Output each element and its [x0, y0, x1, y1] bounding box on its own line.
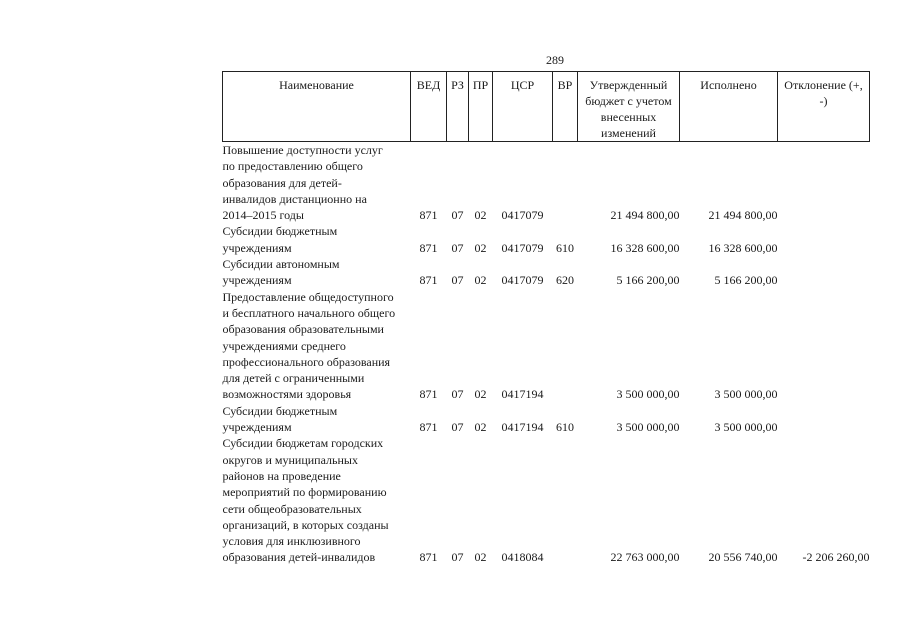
cell-approved: 16 328 600,00 — [610, 240, 680, 255]
cell-ved: 871 — [419, 420, 438, 435]
cell-vr: 610 — [556, 420, 574, 435]
cell-vr — [553, 435, 578, 565]
header-approved: Утвержденный бюджет с учетом внесенных изменений — [578, 72, 680, 142]
header-ved: ВЕД — [411, 72, 447, 142]
row-name-line: по предоставлению общего — [222, 159, 363, 174]
cell-rz: 07 — [451, 387, 464, 402]
cell-approved: 5 166 200,00 — [616, 273, 680, 288]
cell-rz: 07 — [451, 208, 464, 223]
row-name-line: Повышение доступности услуг — [222, 143, 383, 157]
cell-vr — [553, 142, 578, 224]
cell-pr: 02 — [474, 387, 487, 402]
cell-executed: 5 166 200,00 — [714, 273, 778, 288]
cell-vr — [553, 289, 578, 403]
header-pr: ПР — [469, 72, 493, 142]
cell-csr: 0417079 — [501, 240, 544, 255]
cell-csr: 0417194 — [501, 387, 544, 402]
cell-deviation — [778, 403, 870, 436]
table-row — [223, 289, 870, 403]
header-name: Наименование — [223, 72, 411, 142]
cell-deviation — [778, 289, 870, 403]
cell-approved: 22 763 000,00 — [610, 550, 680, 565]
cell-approved: 21 494 800,00 — [610, 208, 680, 223]
row-name-line: и бесплатного начального общего — [222, 305, 396, 320]
row-name-line: мероприятий по формированию — [222, 485, 387, 500]
cell-ved: 871 — [419, 273, 438, 288]
cell-rz: 07 — [451, 273, 464, 288]
row-name-line: профессионального образования — [222, 354, 391, 369]
row-name-line: учреждениям — [222, 420, 292, 435]
row-name-line: районов на проведение — [222, 468, 341, 483]
cell-ved: 871 — [419, 550, 438, 565]
cell-deviation — [778, 142, 870, 224]
row-name — [223, 435, 411, 565]
cell-executed: 3 500 000,00 — [714, 420, 778, 435]
cell-approved: 3 500 000,00 — [616, 420, 680, 435]
row-name-line: образования детей-инвалидов — [222, 550, 376, 565]
row-name-line: учреждениями среднего — [222, 338, 346, 353]
row-name-line: Субсидии бюджетным — [222, 403, 338, 418]
header-executed: Исполнено — [680, 72, 778, 142]
row-name-line: образования образовательными — [222, 322, 384, 337]
table-row — [223, 403, 870, 436]
row-name — [223, 256, 411, 289]
cell-rz: 07 — [451, 550, 464, 565]
row-name-line: округов и муниципальных — [222, 452, 358, 467]
header-csr: ЦСР — [493, 72, 553, 142]
cell-csr: 0418084 — [501, 550, 544, 565]
row-name-line: условия для инклюзивного — [222, 534, 361, 549]
row-name-line: сети общеобразовательных — [222, 501, 362, 516]
row-name-line: учреждениям — [222, 273, 292, 288]
cell-csr: 0417079 — [501, 273, 544, 288]
row-name — [223, 403, 411, 436]
cell-approved: 3 500 000,00 — [616, 387, 680, 402]
table-row — [223, 435, 870, 565]
cell-pr: 02 — [474, 240, 487, 255]
cell-vr: 620 — [556, 273, 574, 288]
cell-deviation — [778, 256, 870, 289]
header-rz: РЗ — [447, 72, 469, 142]
row-name-line: Субсидии бюджетным — [222, 224, 338, 239]
table-row — [223, 223, 870, 256]
cell-executed: 21 494 800,00 — [708, 208, 778, 223]
row-name-line: возможностями здоровья — [222, 387, 352, 402]
row-name-line: 2014–2015 годы — [222, 208, 304, 223]
cell-executed: 20 556 740,00 — [708, 550, 778, 565]
cell-rz: 07 — [451, 240, 464, 255]
cell-ved: 871 — [419, 387, 438, 402]
cell-csr: 0417079 — [501, 208, 544, 223]
row-name-line: инвалидов дистанционно на — [222, 191, 367, 206]
row-name — [223, 223, 411, 256]
cell-pr: 02 — [474, 273, 487, 288]
cell-pr: 02 — [474, 420, 487, 435]
cell-pr: 02 — [474, 208, 487, 223]
cell-ved: 871 — [419, 240, 438, 255]
cell-rz: 07 — [451, 420, 464, 435]
row-name — [223, 289, 411, 403]
row-name-line: Субсидии бюджетам городских — [222, 436, 384, 451]
cell-pr: 02 — [474, 550, 487, 565]
header-vr: ВР — [553, 72, 578, 142]
row-name-line: образования для детей- — [222, 175, 342, 190]
page-number: 289 — [546, 53, 564, 67]
table-row — [223, 142, 870, 224]
cell-deviation: -2 206 260,00 — [802, 550, 870, 565]
cell-ved: 871 — [419, 208, 438, 223]
row-name-line: Субсидии автономным — [222, 257, 340, 272]
header-deviation: Отклонение (+, -) — [778, 72, 870, 142]
row-name — [223, 142, 411, 224]
cell-executed: 3 500 000,00 — [714, 387, 778, 402]
cell-executed: 16 328 600,00 — [708, 240, 778, 255]
row-name-line: организаций, в которых созданы — [222, 517, 389, 532]
budget-table — [222, 71, 870, 566]
cell-deviation — [778, 223, 870, 256]
row-name-line: учреждениям — [222, 240, 292, 255]
cell-csr: 0417194 — [501, 420, 544, 435]
table-row — [223, 256, 870, 289]
table-header-row — [223, 72, 870, 142]
row-name-line: Предоставление общедоступного — [222, 289, 394, 304]
row-name-line: для детей с ограниченными — [222, 371, 365, 386]
cell-vr: 610 — [556, 240, 574, 255]
